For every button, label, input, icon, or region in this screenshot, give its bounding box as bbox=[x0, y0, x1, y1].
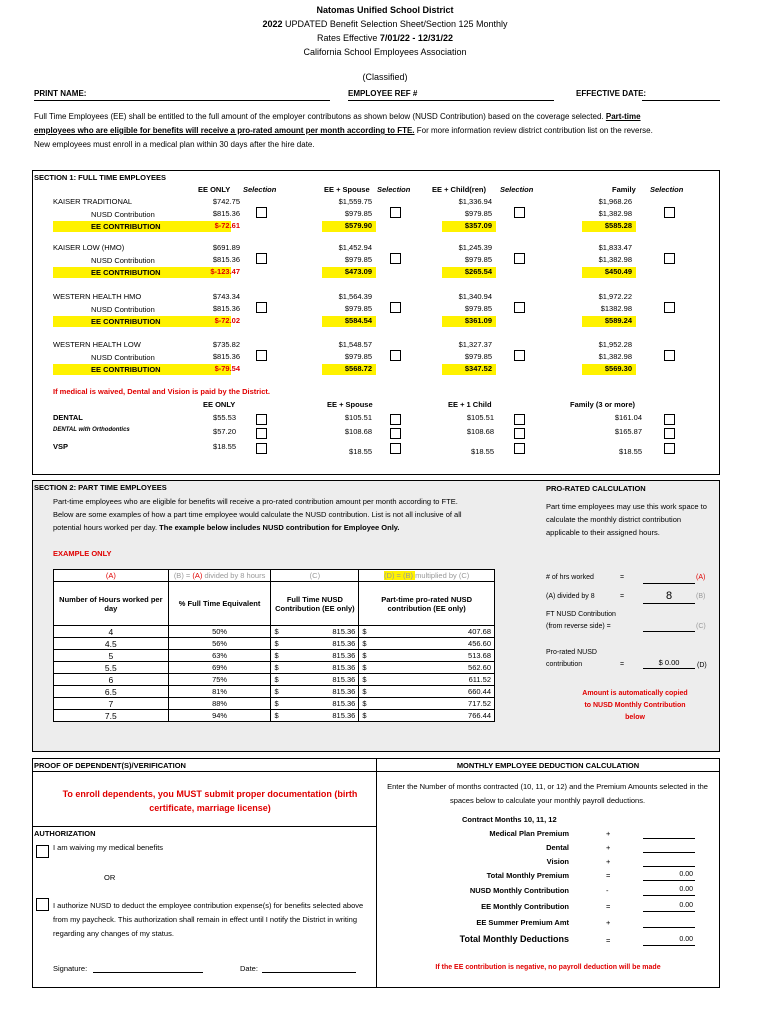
ee-contribution-label: EE CONTRIBUTION bbox=[91, 222, 161, 231]
pt-contrib-cell: $ 407.68 bbox=[359, 626, 495, 638]
ee-contribution-label: EE CONTRIBUTION bbox=[91, 268, 161, 277]
col-pt-contrib-header: Part-time pro-rated NUSD contribution (EE only) bbox=[359, 582, 495, 626]
date-label: Date: bbox=[240, 964, 258, 973]
signature-label: Signature: bbox=[53, 964, 88, 973]
fte-cell: 81% bbox=[168, 686, 271, 698]
nusd-value: $979.85 bbox=[464, 255, 492, 264]
col-ee-children: EE + Child(ren) bbox=[432, 185, 486, 194]
ee-contribution-value: $579.90 bbox=[344, 221, 372, 230]
waive-label: I am waiving my medical benefits bbox=[53, 843, 164, 852]
dv-value: $108.68 bbox=[466, 427, 494, 436]
plan-selection-checkbox[interactable] bbox=[256, 253, 267, 264]
proof-message: To enroll dependents, you MUST submit proper documentation (birth certificate, marriage license) bbox=[62, 789, 358, 813]
monthly-row-label: Dental bbox=[546, 843, 569, 852]
monthly-row-field[interactable] bbox=[643, 838, 695, 839]
prorated-title: PRO-RATED CALCULATION bbox=[546, 484, 646, 493]
print-name-field[interactable] bbox=[34, 100, 330, 101]
dv-selection-checkbox[interactable] bbox=[514, 428, 525, 439]
selection-header: Selection bbox=[243, 185, 277, 194]
nusd-contribution-label: NUSD Contribution bbox=[91, 210, 155, 219]
fte-cell: 50% bbox=[168, 626, 271, 638]
selection-header: Selection bbox=[650, 185, 684, 194]
ee-contribution-value: $-79.54 bbox=[214, 364, 240, 373]
tag-a: (A) bbox=[696, 574, 706, 581]
ft-contrib-field[interactable] bbox=[643, 631, 695, 632]
hours-cell: 7 bbox=[54, 698, 169, 710]
ee-contribution-value: $584.54 bbox=[344, 316, 372, 325]
premium-value: $742.75 bbox=[212, 197, 240, 206]
plan-name: WESTERN HEALTH HMO bbox=[53, 292, 142, 301]
dv-selection-checkbox[interactable] bbox=[256, 443, 267, 454]
dv-col-ee-only: EE ONLY bbox=[203, 400, 236, 409]
premium-value: $1,245.39 bbox=[458, 243, 492, 252]
fte-cell: 69% bbox=[168, 662, 271, 674]
premium-value: $1,452.94 bbox=[338, 243, 372, 252]
ft-label2: (from reverse side) = bbox=[546, 623, 611, 630]
contract-months-label: Contract Months 10, 11, 12 bbox=[462, 815, 557, 824]
dv-plan-name: DENTAL bbox=[53, 413, 83, 422]
ee-contribution-value: $569.30 bbox=[604, 364, 632, 373]
dv-value: $105.51 bbox=[466, 413, 494, 422]
nusd-value: $1,382.98 bbox=[598, 255, 632, 264]
pr-label2: contribution bbox=[546, 661, 583, 668]
fte-cell: 88% bbox=[168, 698, 271, 710]
dv-plan-name: VSP bbox=[53, 442, 69, 451]
hours-cell: 5 bbox=[54, 650, 169, 662]
selection-header: Selection bbox=[377, 185, 411, 194]
plan-selection-checkbox[interactable] bbox=[256, 302, 267, 313]
monthly-row-op: + bbox=[606, 918, 611, 927]
table-row bbox=[54, 650, 495, 662]
pt-contrib-cell: $ 660.44 bbox=[359, 686, 495, 698]
premium-value: $1,952.28 bbox=[598, 340, 632, 349]
dv-selection-checkbox[interactable] bbox=[390, 414, 401, 425]
ee-contribution-value: $450.49 bbox=[604, 267, 632, 276]
date-field[interactable] bbox=[262, 972, 356, 973]
dv-value: $161.04 bbox=[614, 413, 642, 422]
monthly-description: Enter the Number of months contracted (10, 11, or 12) and the Premium Amounts selected in the spaces below to calculate your monthly payroll deductions. bbox=[387, 782, 708, 805]
dv-value: $18.55 bbox=[213, 442, 236, 451]
classified-label: (Classified) bbox=[362, 72, 408, 82]
dv-selection-checkbox[interactable] bbox=[514, 414, 525, 425]
ee-contribution-label: EE CONTRIBUTION bbox=[91, 365, 161, 374]
ft-contrib-cell: $ 815.36 bbox=[271, 710, 359, 722]
pt-contrib-cell: $ 562.60 bbox=[359, 662, 495, 674]
dv-selection-checkbox[interactable] bbox=[390, 443, 401, 454]
pr-label1: Pro-rated NUSD bbox=[546, 649, 597, 656]
dv-selection-checkbox[interactable] bbox=[514, 443, 525, 454]
waived-note: If medical is waived, Dental and Vision is paid by the District. bbox=[53, 387, 271, 396]
nusd-value: $979.85 bbox=[464, 352, 492, 361]
plan-name: KAISER LOW (HMO) bbox=[53, 243, 125, 252]
pt-contrib-cell: $ 513.68 bbox=[359, 650, 495, 662]
ft-label1: FT NUSD Contribution bbox=[546, 611, 616, 618]
dv-value: $18.55 bbox=[619, 447, 642, 456]
nusd-value: $979.85 bbox=[344, 352, 372, 361]
eq-sign: = bbox=[620, 593, 625, 600]
monthly-row-label: EE Summer Premium Amt bbox=[476, 918, 569, 927]
table-row bbox=[54, 686, 495, 698]
nusd-contribution-label: NUSD Contribution bbox=[91, 256, 155, 265]
table-row bbox=[54, 674, 495, 686]
plan-selection-checkbox[interactable] bbox=[256, 350, 267, 361]
ee-contribution-value: $585.28 bbox=[604, 221, 632, 230]
authorize-checkbox[interactable] bbox=[36, 898, 49, 911]
pt-contrib-cell: $ 717.52 bbox=[359, 698, 495, 710]
table-row bbox=[54, 638, 495, 650]
premium-value: $1,548.57 bbox=[338, 340, 372, 349]
ft-contrib-cell: $ 815.36 bbox=[271, 698, 359, 710]
plan-selection-checkbox[interactable] bbox=[514, 253, 525, 264]
hours-cell: 4.5 bbox=[54, 638, 169, 650]
table-row bbox=[54, 698, 495, 710]
plan-selection-checkbox[interactable] bbox=[514, 350, 525, 361]
employee-ref-field[interactable] bbox=[348, 100, 554, 101]
ft-contrib-cell: $ 815.36 bbox=[271, 674, 359, 686]
hours-cell: 4 bbox=[54, 626, 169, 638]
hdr-c: (C) bbox=[271, 570, 359, 582]
dv-col-ee-spouse: EE + Spouse bbox=[327, 400, 373, 409]
plan-selection-checkbox[interactable] bbox=[664, 207, 675, 218]
intro-text: Full Time Employees (EE) shall be entitled to the full amount of the employer contributons as shown below (NUSD Contribution) based on the coverage selected. Part-time employees who are eligible for benefits will receive a pro-rated amount per month according to FTE. For more information review district contribution list on the reverse. New employees must enroll in a medical plan within 30 days after the hire date. bbox=[34, 112, 653, 149]
dv-value: $57.20 bbox=[213, 427, 236, 436]
ft-contrib-cell: $ 815.36 bbox=[271, 686, 359, 698]
nusd-contribution-label: NUSD Contribution bbox=[91, 305, 155, 314]
dv-value: $105.51 bbox=[344, 413, 372, 422]
plan-name: KAISER TRADITIONAL bbox=[53, 197, 133, 206]
tag-b: (B) bbox=[696, 593, 706, 600]
ee-contribution-value: $265.54 bbox=[464, 267, 492, 276]
tag-d: (D) bbox=[697, 662, 707, 669]
eq-sign: = bbox=[620, 661, 625, 668]
signature-field[interactable] bbox=[93, 972, 203, 973]
table-row bbox=[54, 710, 495, 722]
pr-field[interactable] bbox=[643, 668, 695, 669]
ft-contrib-cell: $ 815.36 bbox=[271, 626, 359, 638]
prorated-description: Part time employees may use this work space to calculate the monthly district contribution applicable to their assigned hours. bbox=[546, 502, 707, 537]
plan-selection-checkbox[interactable] bbox=[390, 207, 401, 218]
dv-selection-checkbox[interactable] bbox=[256, 428, 267, 439]
nusd-value: $815.36 bbox=[212, 304, 240, 313]
form-subtitle: 2022 UPDATED Benefit Selection Sheet/Section 125 Monthly bbox=[262, 19, 508, 29]
total-deductions-value: 0.00 bbox=[679, 936, 693, 943]
ee-contribution-value: $568.72 bbox=[344, 364, 372, 373]
association-name: California School Employees Association bbox=[303, 47, 467, 57]
monthly-row-op: = bbox=[606, 871, 611, 880]
plan-selection-checkbox[interactable] bbox=[390, 302, 401, 313]
premium-value: $1,340.94 bbox=[458, 292, 492, 301]
dv-plan-name: DENTAL with Orthodontics bbox=[53, 427, 130, 433]
div-value: 8 bbox=[665, 590, 673, 602]
authorize-label: I authorize NUSD to deduct the employee contribution expense(s) for benefits selected above from my paycheck. This authorization shall remain in effect until I notify the District in writing regarding any changes of my status. bbox=[53, 901, 364, 938]
example-only-label: EXAMPLE ONLY bbox=[53, 549, 112, 558]
dv-selection-checkbox[interactable] bbox=[664, 443, 675, 454]
plan-selection-checkbox[interactable] bbox=[256, 207, 267, 218]
premium-value: $1,559.75 bbox=[338, 197, 372, 206]
nusd-value: $1,382.98 bbox=[598, 209, 632, 218]
monthly-row-op: = bbox=[606, 902, 611, 911]
dv-value: $18.55 bbox=[471, 447, 494, 456]
total-op: = bbox=[606, 936, 611, 945]
premium-value: $1,336.94 bbox=[458, 197, 492, 206]
district-name: Natomas Unified School District bbox=[316, 5, 454, 15]
dv-value: $165.87 bbox=[614, 427, 642, 436]
plan-selection-checkbox[interactable] bbox=[664, 302, 675, 313]
ee-contribution-value: $-72.02 bbox=[214, 316, 240, 325]
hdr-b: (B) = (A) divided by 8 hours bbox=[168, 570, 271, 582]
hours-cell: 6 bbox=[54, 674, 169, 686]
ee-contribution-value: $-123.47 bbox=[210, 267, 240, 276]
monthly-row-field[interactable] bbox=[643, 927, 695, 928]
ee-contribution-value: $361.09 bbox=[464, 316, 492, 325]
section1-title: SECTION 1: FULL TIME EMPLOYEES bbox=[34, 173, 166, 182]
dv-value: $108.68 bbox=[344, 427, 372, 436]
dv-col-family: Family (3 or more) bbox=[570, 400, 636, 409]
section2-description: Part-time employees who are eligible for benefits will receive a pro-rated contribution amount per month according to FTE. Below are some examples of how a part time employee would calculate the NUSD contribution. List is not all inclusive of all potential hours worked per day. The example below includes NUSD contribution for Employee Only. bbox=[53, 497, 462, 532]
dv-selection-checkbox[interactable] bbox=[390, 428, 401, 439]
section2-title: SECTION 2: PART TIME EMPLOYEES bbox=[34, 483, 167, 492]
ft-contrib-cell: $ 815.36 bbox=[271, 638, 359, 650]
auth-title: AUTHORIZATION bbox=[34, 829, 96, 838]
ft-contrib-cell: $ 815.36 bbox=[271, 650, 359, 662]
negative-note: If the EE contribution is negative, no payroll deduction will be made bbox=[435, 964, 661, 971]
nusd-value: $979.85 bbox=[344, 304, 372, 313]
or-label: OR bbox=[104, 873, 116, 882]
hours-cell: 7.5 bbox=[54, 710, 169, 722]
plan-selection-checkbox[interactable] bbox=[514, 207, 525, 218]
ee-contribution-value: $347.52 bbox=[464, 364, 492, 373]
col-fte-header: % Full Time Equivalent bbox=[168, 582, 271, 626]
nusd-value: $979.85 bbox=[344, 255, 372, 264]
pt-contrib-cell: $ 611.52 bbox=[359, 674, 495, 686]
premium-value: $1,564.39 bbox=[338, 292, 372, 301]
proof-title: PROOF OF DEPENDENT(S)/VERIFICATION bbox=[34, 761, 186, 770]
nusd-value: $815.36 bbox=[212, 255, 240, 264]
monthly-row-value: 0.00 bbox=[679, 871, 693, 878]
nusd-value: $1,382.98 bbox=[598, 352, 632, 361]
total-deductions-label: Total Monthly Deductions bbox=[459, 934, 569, 944]
monthly-row-label: NUSD Monthly Contribution bbox=[469, 886, 569, 895]
premium-value: $1,327.37 bbox=[458, 340, 492, 349]
ee-contribution-value: $473.09 bbox=[344, 267, 372, 276]
dv-value: $55.53 bbox=[213, 413, 236, 422]
ee-contribution-value: $357.09 bbox=[464, 221, 492, 230]
premium-value: $1,833.47 bbox=[598, 243, 632, 252]
monthly-row-label: Medical Plan Premium bbox=[489, 829, 569, 838]
dv-selection-checkbox[interactable] bbox=[664, 428, 675, 439]
rates-effective: Rates Effective 7/01/22 - 12/31/22 bbox=[317, 33, 453, 43]
monthly-row-label: Total Monthly Premium bbox=[486, 871, 569, 880]
hours-cell: 5.5 bbox=[54, 662, 169, 674]
employee-ref-label: EMPLOYEE REF # bbox=[348, 89, 418, 98]
dv-selection-checkbox[interactable] bbox=[256, 414, 267, 425]
ee-contribution-value: $-72.61 bbox=[214, 221, 240, 230]
nusd-contribution-label: NUSD Contribution bbox=[91, 353, 155, 362]
div-label: (A) divided by 8 bbox=[546, 593, 595, 600]
monthly-row-field[interactable] bbox=[643, 911, 695, 912]
plan-selection-checkbox[interactable] bbox=[664, 350, 675, 361]
col-ee-spouse: EE + Spouse bbox=[324, 185, 370, 194]
fte-cell: 94% bbox=[168, 710, 271, 722]
col-ee-only: EE ONLY bbox=[198, 185, 231, 194]
print-name-label: PRINT NAME: bbox=[34, 89, 87, 98]
plan-selection-checkbox[interactable] bbox=[390, 350, 401, 361]
nusd-value: $979.85 bbox=[344, 209, 372, 218]
premium-value: $743.34 bbox=[212, 292, 240, 301]
effective-date-field[interactable] bbox=[642, 100, 720, 101]
monthly-row-op: + bbox=[606, 857, 611, 866]
dv-col-ee-child: EE + 1 Child bbox=[448, 400, 492, 409]
fte-cell: 56% bbox=[168, 638, 271, 650]
table-row bbox=[54, 626, 495, 638]
premium-value: $1,968.26 bbox=[598, 197, 632, 206]
ft-contrib-cell: $ 815.36 bbox=[271, 662, 359, 674]
monthly-row-value: 0.00 bbox=[679, 902, 693, 909]
fte-cell: 63% bbox=[168, 650, 271, 662]
plan-selection-checkbox[interactable] bbox=[390, 253, 401, 264]
ee-contribution-value: $589.24 bbox=[604, 316, 632, 325]
hrs-worked-field[interactable] bbox=[643, 583, 695, 584]
premium-value: $1,972.22 bbox=[598, 292, 632, 301]
monthly-row-field[interactable] bbox=[643, 852, 695, 853]
hdr-a: (A) bbox=[54, 570, 169, 582]
hours-cell: 6.5 bbox=[54, 686, 169, 698]
monthly-row-op: + bbox=[606, 843, 611, 852]
effective-date-label: EFFECTIVE DATE: bbox=[576, 89, 647, 98]
nusd-value: $815.36 bbox=[212, 352, 240, 361]
fte-cell: 75% bbox=[168, 674, 271, 686]
total-deductions-field[interactable] bbox=[643, 945, 695, 946]
nusd-value: $1382.98 bbox=[600, 304, 632, 313]
dv-selection-checkbox[interactable] bbox=[664, 414, 675, 425]
monthly-row-label: Vision bbox=[546, 857, 569, 866]
monthly-row-op: + bbox=[606, 829, 611, 838]
col-hours-header: Number of Hours worked per day bbox=[54, 582, 169, 626]
monthly-row-field[interactable] bbox=[643, 880, 695, 881]
selection-header: Selection bbox=[500, 185, 534, 194]
plan-name: WESTERN HEALTH LOW bbox=[53, 340, 141, 349]
nusd-value: $979.85 bbox=[464, 209, 492, 218]
monthly-row-label: EE Monthly Contribution bbox=[481, 902, 569, 911]
monthly-row-field[interactable] bbox=[643, 866, 695, 867]
parttime-table bbox=[53, 569, 495, 722]
auth-divider bbox=[32, 826, 377, 827]
tag-c: (C) bbox=[696, 623, 706, 630]
monthly-row-field[interactable] bbox=[643, 895, 695, 896]
waive-checkbox[interactable] bbox=[36, 845, 49, 858]
monthly-title: MONTHLY EMPLOYEE DEDUCTION CALCULATION bbox=[456, 761, 640, 770]
col-family: Family bbox=[612, 185, 636, 194]
dv-value: $18.55 bbox=[349, 447, 372, 456]
ee-contribution-label: EE CONTRIBUTION bbox=[91, 317, 161, 326]
div-field[interactable] bbox=[643, 603, 695, 604]
eq-sign: = bbox=[620, 574, 625, 581]
pt-contrib-cell: $ 766.44 bbox=[359, 710, 495, 722]
auto-copy-note: Amount is automatically copied to NUSD Monthly Contribution below bbox=[582, 690, 688, 721]
plan-selection-checkbox[interactable] bbox=[514, 302, 525, 313]
pt-contrib-cell: $ 456.60 bbox=[359, 638, 495, 650]
monthly-row-value: 0.00 bbox=[679, 886, 693, 893]
nusd-value: $815.36 bbox=[212, 209, 240, 218]
hdr-d: (D) = (B) multiplied by (C) bbox=[359, 570, 495, 582]
col-ft-contrib-header: Full Time NUSD Contribution (EE only) bbox=[271, 582, 359, 626]
premium-value: $691.89 bbox=[212, 243, 240, 252]
pr-value: $ 0.00 bbox=[658, 658, 680, 667]
nusd-value: $979.85 bbox=[464, 304, 492, 313]
premium-value: $735.82 bbox=[212, 340, 240, 349]
monthly-row-op: - bbox=[606, 886, 609, 895]
plan-selection-checkbox[interactable] bbox=[664, 253, 675, 264]
hrs-worked-label: # of hrs worked bbox=[546, 574, 594, 581]
table-row bbox=[54, 662, 495, 674]
